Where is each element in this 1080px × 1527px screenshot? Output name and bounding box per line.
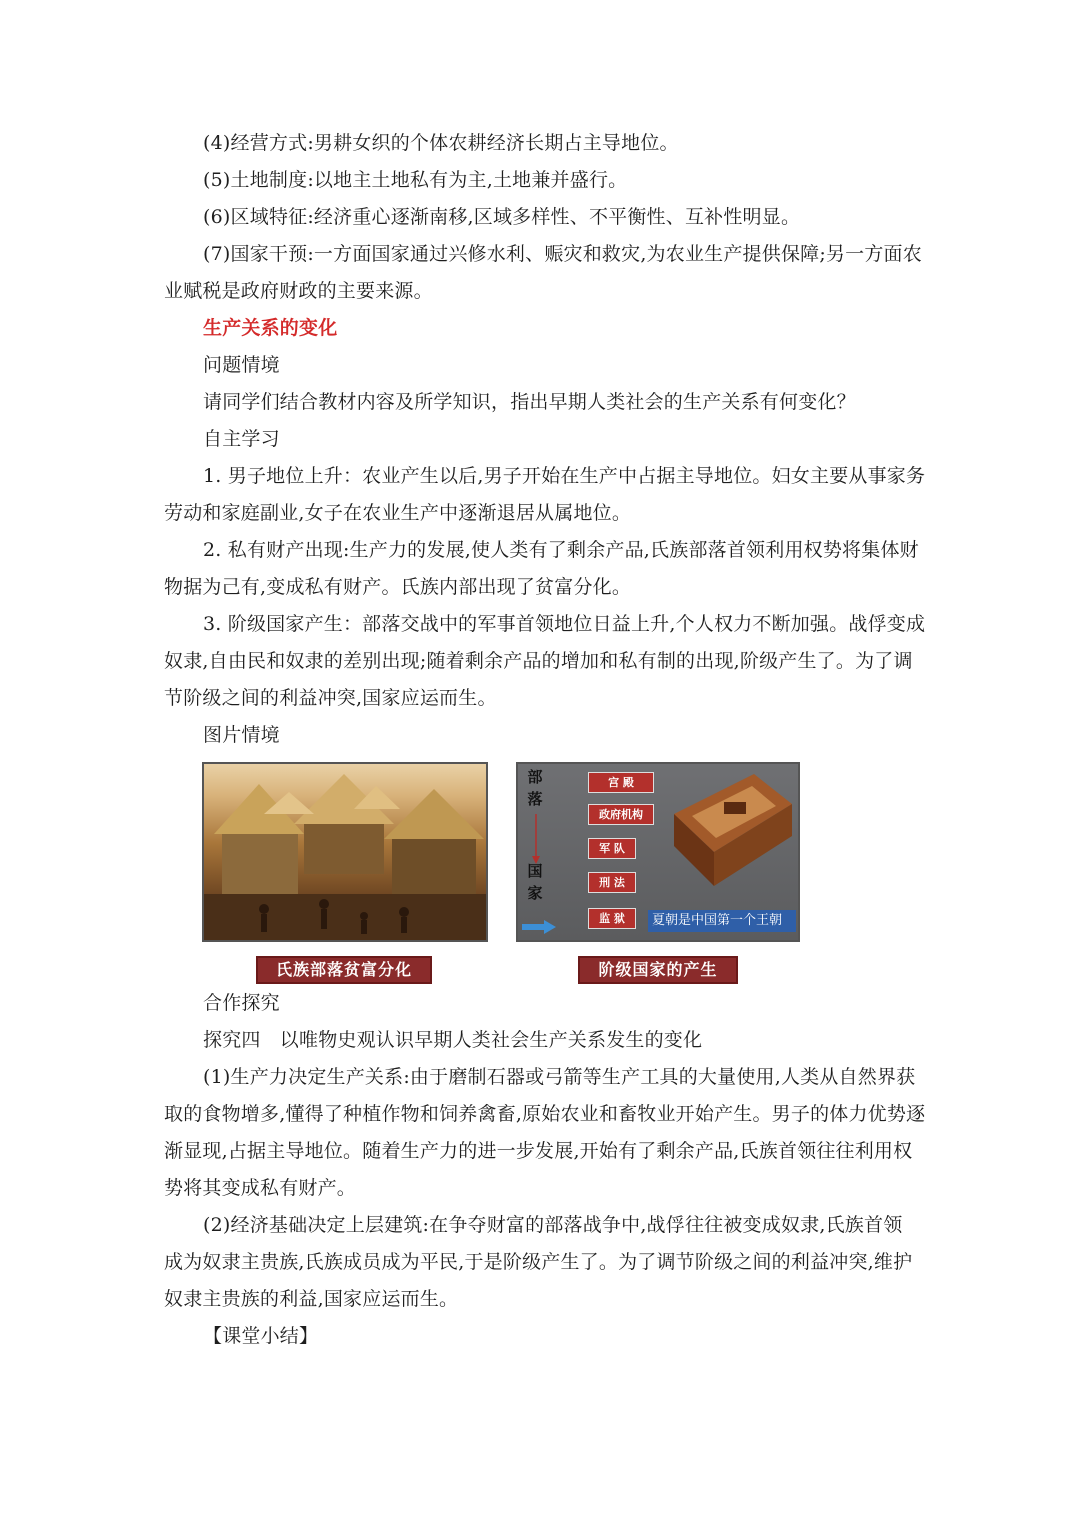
box-penal-law: 刑 法	[588, 872, 636, 893]
point-3-line2: 奴隶,自由民和奴隶的差别出现;随着剩余产品的增加和私有制的出现,阶级产生了。为了调	[164, 650, 913, 672]
list-item-7-line1: (7)国家干预:一方面国家通过兴修水利、赈灾和救灾,为农业生产提供保障;另一方面农	[203, 243, 922, 265]
list-item-4: (4)经营方式:男耕女织的个体农耕经济长期占主导地位。	[203, 132, 679, 154]
inquiry-1-line2: 取的食物增多,懂得了种植作物和饲养禽畜,原始农业和畜牧业开始产生。男子的体力优势逐	[164, 1103, 926, 1125]
point-2-line1: 2. 私有财产出现:生产力的发展,使人类有了剩余产品,氏族部落首领利用权势将集体财	[203, 539, 919, 561]
palace-model-image	[664, 774, 794, 894]
box-palace: 宫 殿	[588, 772, 654, 793]
point-3-line3: 节阶级之间的利益冲突,国家应运而生。	[164, 687, 497, 709]
list-item-5: (5)土地制度:以地主土地私有为主,土地兼并盛行。	[203, 169, 628, 191]
village-illustration	[202, 762, 488, 942]
vertical-label-state	[526, 860, 544, 904]
vert-char: 国	[527, 862, 543, 880]
inquiry-2-line3: 奴隶主贵族的利益,国家应运而生。	[164, 1288, 459, 1310]
vertical-label-tribe	[526, 766, 544, 810]
right-figure-caption: 阶级国家的产生	[578, 956, 738, 984]
point-1-line2: 劳动和家庭副业,女子在农业生产中逐渐退居从属地位。	[164, 502, 632, 524]
box-army: 军 队	[588, 838, 636, 859]
down-arrow-icon	[532, 814, 540, 864]
inquiry-1-line4: 势将其变成私有财产。	[164, 1177, 357, 1199]
point-3-line1: 3. 阶级国家产生：部落交战中的军事首领地位日益上升,个人权力不断加强。战俘变成	[203, 613, 926, 635]
vert-char: 部	[527, 768, 543, 786]
inquiry-1-line1: (1)生产力决定生产关系:由于磨制石器或弓箭等生产工具的大量使用,人类从自然界获	[203, 1066, 916, 1088]
point-2-line2: 物据为己有,变成私有财产。氏族内部出现了贫富分化。	[164, 576, 632, 598]
section-heading: 生产关系的变化	[203, 317, 338, 339]
problem-text: 请同学们结合教材内容及所学知识，指出早期人类社会的生产关系有何变化？	[203, 391, 856, 413]
self-study-label: 自主学习	[203, 428, 280, 450]
inquiry-label: 合作探究	[203, 992, 280, 1014]
box-prison: 监 狱	[588, 908, 636, 929]
left-figure-caption: 氏族部落贫富分化	[256, 956, 432, 984]
list-item-7-line2: 业赋税是政府财政的主要来源。	[164, 280, 433, 302]
village-scene-image	[204, 764, 486, 940]
xia-dynasty-banner: 夏朝是中国第一个王朝	[648, 910, 796, 932]
inquiry-2-line1: (2)经济基础决定上层建筑:在争夺财富的部落战争中,战俘往往被变成奴隶,氏族首领	[203, 1214, 903, 1236]
box-government: 政府机构	[588, 804, 654, 825]
picture-label: 图片情境	[203, 724, 280, 746]
problem-label: 问题情境	[203, 354, 280, 376]
right-arrow-icon	[522, 920, 556, 934]
class-summary-heading: 【课堂小结】	[203, 1325, 319, 1347]
tribe-to-state-diagram	[516, 762, 800, 942]
inquiry-1-line3: 渐显现,占据主导地位。随着生产力的进一步发展,开始有了剩余产品,氏族首领往往利用权	[164, 1140, 913, 1162]
inquiry-title: 探究四 以唯物史观认识早期人类社会生产关系发生的变化	[203, 1029, 703, 1051]
vert-char: 落	[527, 790, 543, 808]
inquiry-2-line2: 成为奴隶主贵族,氏族成员成为平民,于是阶级产生了。为了调节阶级之间的利益冲突,维护	[164, 1251, 913, 1273]
point-1-line1: 1. 男子地位上升：农业产生以后,男子开始在生产中占据主导地位。妇女主要从事家务	[203, 465, 926, 487]
list-item-6: (6)区域特征:经济重心逐渐南移,区域多样性、不平衡性、互补性明显。	[203, 206, 801, 228]
vert-char: 家	[527, 884, 543, 902]
